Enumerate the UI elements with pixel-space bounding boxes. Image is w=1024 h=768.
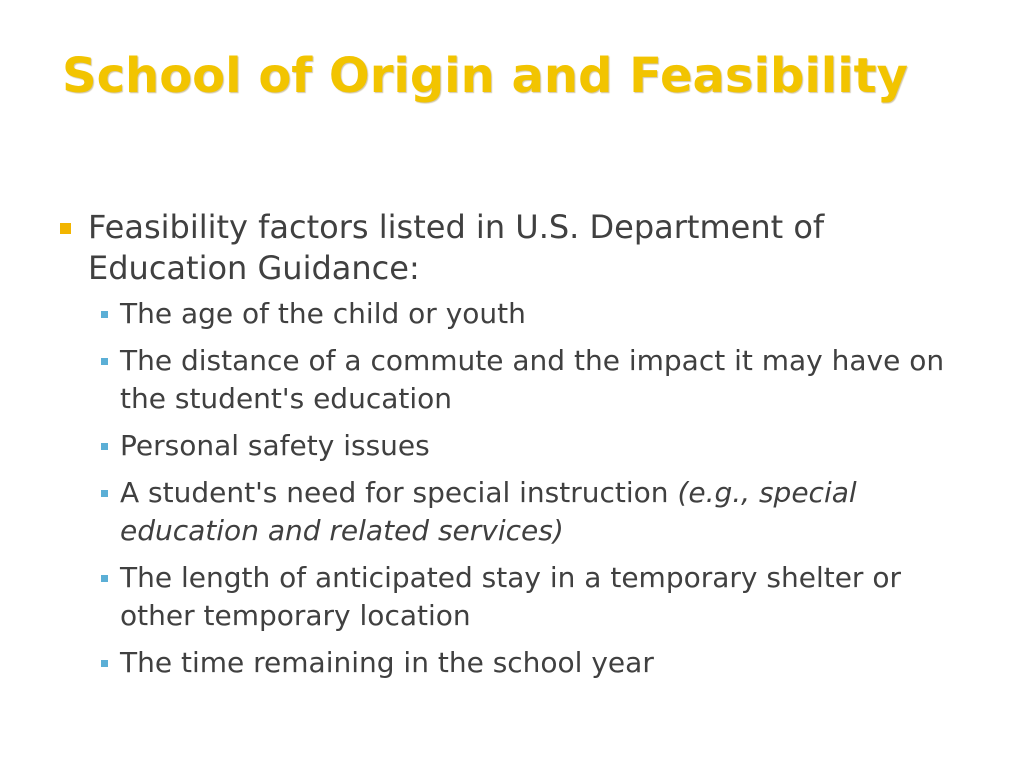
small-square-bullet-icon <box>101 443 108 450</box>
square-bullet-icon <box>60 223 71 234</box>
factor-text: The length of anticipated stay in a temporary shelter or other temporary location <box>120 561 901 632</box>
main-bullet-point <box>60 207 970 289</box>
slide-body <box>60 207 970 691</box>
factor-item <box>60 342 970 418</box>
small-square-bullet-icon <box>101 311 108 318</box>
main-bullet-text: Feasibility factors listed in U.S. Department of Education Guidance: <box>88 208 825 287</box>
small-square-bullet-icon <box>101 575 108 582</box>
factor-item <box>60 295 970 333</box>
factor-text: A student's need for special instruction <box>120 476 678 509</box>
small-square-bullet-icon <box>101 660 108 667</box>
small-square-bullet-icon <box>101 358 108 365</box>
factor-item <box>60 644 970 682</box>
feasibility-factors-list <box>60 295 970 682</box>
slide-title: School of Origin and Feasibility <box>62 48 908 104</box>
factor-text: The distance of a commute and the impact it may have on the student's education <box>120 344 945 415</box>
factor-example-text: (e.g., special education and related services) <box>120 476 857 547</box>
factor-item <box>60 559 970 635</box>
factor-item <box>60 474 970 550</box>
factor-item <box>60 427 970 465</box>
factor-text: The time remaining in the school year <box>120 646 654 679</box>
small-square-bullet-icon <box>101 490 108 497</box>
factor-text: The age of the child or youth <box>120 297 526 330</box>
factor-text: Personal safety issues <box>120 429 430 462</box>
